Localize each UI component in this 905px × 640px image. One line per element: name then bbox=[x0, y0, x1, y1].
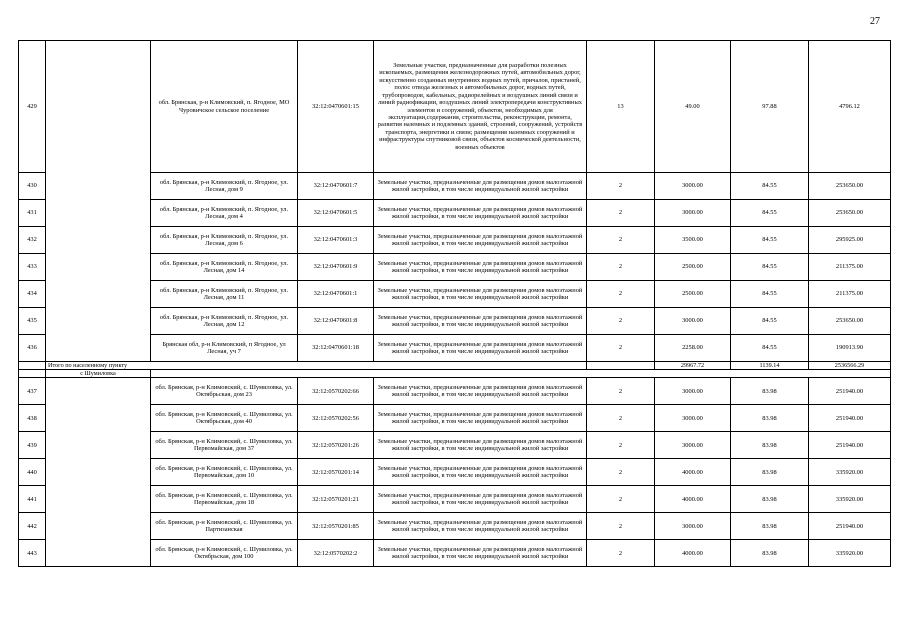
row-number: 431 bbox=[19, 200, 46, 227]
row-number: 429 bbox=[19, 41, 46, 173]
area-cell: 2500.00 bbox=[655, 254, 731, 281]
address-cell: обл. Брянская, р-н Климовский, п. Ягодное, ул. Лесная, дом 11 bbox=[151, 281, 298, 308]
subtotal-empty bbox=[19, 362, 46, 370]
cadastral-number: 32:12:0570201:85 bbox=[298, 513, 374, 540]
subtotal-empty bbox=[587, 362, 655, 370]
category-cell: 2 bbox=[587, 281, 655, 308]
price-cell: 84.55 bbox=[731, 200, 809, 227]
price-cell: 83.98 bbox=[731, 378, 809, 405]
total-cell: 251940.00 bbox=[809, 405, 891, 432]
category-cell: 2 bbox=[587, 335, 655, 362]
price-cell: 84.55 bbox=[731, 254, 809, 281]
category-cell: 2 bbox=[587, 432, 655, 459]
area-cell: 3000.00 bbox=[655, 405, 731, 432]
address-cell: обл. Брянская, р-н Климовский, п. Ягодное, МО Чуровичское сельское поселение bbox=[151, 41, 298, 173]
total-cell: 211375.00 bbox=[809, 254, 891, 281]
purpose-cell: Земельные участки, предназначенные для размещения домов малоэтажной жилой застройки, в том числе индивидуальной жилой застройки bbox=[374, 486, 587, 513]
row-number: 435 bbox=[19, 308, 46, 335]
purpose-cell: Земельные участки, предназначенные для размещения домов малоэтажной жилой застройки, в том числе индивидуальной жилой застройки bbox=[374, 200, 587, 227]
subtotal-area: 29967.72 bbox=[655, 362, 731, 370]
area-cell: 4000.00 bbox=[655, 540, 731, 567]
area-cell: 3000.00 bbox=[655, 513, 731, 540]
cadastral-number: 32:12:0570202:2 bbox=[298, 540, 374, 567]
purpose-cell: Земельные участки, предназначенные для размещения домов малоэтажной жилой застройки, в том числе индивидуальной жилой застройки bbox=[374, 459, 587, 486]
cadastral-number: 32:12:0470601:15 bbox=[298, 41, 374, 173]
row-number: 439 bbox=[19, 432, 46, 459]
cadastral-number: 32:12:0470601:7 bbox=[298, 173, 374, 200]
locality-name: с Шумиловка bbox=[46, 370, 151, 378]
purpose-cell: Земельные участки, предназначенные для размещения домов малоэтажной жилой застройки, в том числе индивидуальной жилой застройки bbox=[374, 335, 587, 362]
area-cell: 3000.00 bbox=[655, 378, 731, 405]
row-number: 443 bbox=[19, 540, 46, 567]
subtotal-label: Итого по населенному пункту bbox=[46, 362, 587, 370]
address-cell: обл. Брянская, р-н Климовский, с. Шумиловка, ул. Первомайская, дом 18 bbox=[151, 486, 298, 513]
cadastral-number: 32:12:0470601:3 bbox=[298, 227, 374, 254]
category-cell: 13 bbox=[587, 41, 655, 173]
category-cell: 2 bbox=[587, 227, 655, 254]
subtotal-row bbox=[19, 362, 891, 370]
price-cell: 83.98 bbox=[731, 432, 809, 459]
category-cell: 2 bbox=[587, 308, 655, 335]
total-cell: 211375.00 bbox=[809, 281, 891, 308]
total-cell: 251940.00 bbox=[809, 378, 891, 405]
total-cell: 253650.00 bbox=[809, 173, 891, 200]
price-cell: 83.98 bbox=[731, 540, 809, 567]
purpose-cell: Земельные участки, предназначенные для размещения домов малоэтажной жилой застройки, в том числе индивидуальной жилой застройки bbox=[374, 308, 587, 335]
address-cell: обл. Брянская, р-н Климовский, с. Шумиловка, ул. Октябрьская, дом 100 bbox=[151, 540, 298, 567]
purpose-cell: Земельные участки, предназначенные для размещения домов малоэтажной жилой застройки, в том числе индивидуальной жилой застройки bbox=[374, 405, 587, 432]
address-cell: обл. Брянская, р-н Климовский, п. Ягодное, ул. Лесная, дом 6 bbox=[151, 227, 298, 254]
address-cell: обл. Брянская, р-н Климовский, с. Шумиловка, ул. Октябрьская, дом 23 bbox=[151, 378, 298, 405]
total-cell: 253650.00 bbox=[809, 308, 891, 335]
category-cell: 2 bbox=[587, 254, 655, 281]
price-cell: 84.55 bbox=[731, 227, 809, 254]
area-cell: 4000.00 bbox=[655, 486, 731, 513]
address-cell: обл. Брянская, р-н Климовский, с. Шумиловка, ул. Первомайская, дом 10 bbox=[151, 459, 298, 486]
area-cell: 2258.00 bbox=[655, 335, 731, 362]
total-cell: 295925.00 bbox=[809, 227, 891, 254]
locality-header-empty bbox=[19, 370, 46, 378]
area-cell: 2500.00 bbox=[655, 281, 731, 308]
table-row bbox=[19, 41, 891, 173]
area-cell: 3500.00 bbox=[655, 227, 731, 254]
cadastral-number: 32:12:0570202:56 bbox=[298, 405, 374, 432]
category-cell: 2 bbox=[587, 459, 655, 486]
row-number: 437 bbox=[19, 378, 46, 405]
row-number: 436 bbox=[19, 335, 46, 362]
category-cell: 2 bbox=[587, 200, 655, 227]
category-cell: 2 bbox=[587, 378, 655, 405]
price-cell: 83.98 bbox=[731, 513, 809, 540]
area-cell: 49.00 bbox=[655, 41, 731, 173]
area-cell: 3000.00 bbox=[655, 432, 731, 459]
page-number: 27 bbox=[870, 16, 880, 27]
purpose-cell: Земельные участки, предназначенные для размещения домов малоэтажной жилой застройки, в том числе индивидуальной жилой застройки bbox=[374, 227, 587, 254]
category-cell: 2 bbox=[587, 540, 655, 567]
purpose-cell: Земельные участки, предназначенные для размещения домов малоэтажной жилой застройки, в том числе индивидуальной жилой застройки bbox=[374, 378, 587, 405]
total-cell: 335920.00 bbox=[809, 486, 891, 513]
address-cell: обл. Брянская, р-н Климовский, с. Шумиловка, ул. Партизанская bbox=[151, 513, 298, 540]
locality-header-row bbox=[19, 370, 891, 378]
cadastral-number: 32:12:0570202:66 bbox=[298, 378, 374, 405]
row-number: 433 bbox=[19, 254, 46, 281]
subtotal-price: 1139.14 bbox=[731, 362, 809, 370]
row-number: 438 bbox=[19, 405, 46, 432]
total-cell: 335920.00 bbox=[809, 540, 891, 567]
price-cell: 84.55 bbox=[731, 281, 809, 308]
cadastral-number: 32:12:0470601:1 bbox=[298, 281, 374, 308]
total-cell: 251940.00 bbox=[809, 513, 891, 540]
cadastral-number: 32:12:0570201:21 bbox=[298, 486, 374, 513]
row-number: 442 bbox=[19, 513, 46, 540]
price-cell: 97.88 bbox=[731, 41, 809, 173]
total-cell: 251940.00 bbox=[809, 432, 891, 459]
purpose-cell: Земельные участки, предназначенные для разработки полезных ископаемых, размещения железнодорожных путей, автомобильных дорог, искусственно созданных внутренних водных путей, причалов, пристаней, полос отвода железных и автомобильных дорог, водных путей, трубопроводов, кабельных, радиорелейных и воздушных линий связи и линий радиофикации, воздушных линий электропередачи конструктивных элементов и сооружений, объектов, необходимых для эксплуатации,содержания, строительства, реконструкции, ремонта, развития наземных и подземных зданий, строений, сооружений, устройств транспорта, энергетики и связи; размещения наземных сооружений и инфраструктуры спутниковой связи, объектов космической деятельности, военных объектов bbox=[374, 41, 587, 173]
address-cell: Брянская обл, р-н Климовский, п Ягодное, ул Лесная, уч 7 bbox=[151, 335, 298, 362]
price-cell: 84.55 bbox=[731, 335, 809, 362]
purpose-cell: Земельные участки, предназначенные для размещения домов малоэтажной жилой застройки, в том числе индивидуальной жилой застройки bbox=[374, 281, 587, 308]
locality-header-empty bbox=[151, 370, 891, 378]
category-cell: 2 bbox=[587, 405, 655, 432]
total-cell: 253650.00 bbox=[809, 200, 891, 227]
area-cell: 4000.00 bbox=[655, 459, 731, 486]
price-cell: 83.98 bbox=[731, 459, 809, 486]
total-cell: 4796.12 bbox=[809, 41, 891, 173]
cadastral-number: 32:12:0470601:5 bbox=[298, 200, 374, 227]
land-plots-table bbox=[18, 40, 891, 567]
cadastral-number: 32:12:0470601:9 bbox=[298, 254, 374, 281]
price-cell: 84.55 bbox=[731, 173, 809, 200]
price-cell: 84.55 bbox=[731, 308, 809, 335]
price-cell: 83.98 bbox=[731, 486, 809, 513]
cadastral-number: 32:12:0570201:14 bbox=[298, 459, 374, 486]
purpose-cell: Земельные участки, предназначенные для размещения домов малоэтажной жилой застройки, в том числе индивидуальной жилой застройки bbox=[374, 513, 587, 540]
row-number: 434 bbox=[19, 281, 46, 308]
row-number: 440 bbox=[19, 459, 46, 486]
price-cell: 83.98 bbox=[731, 405, 809, 432]
row-number: 432 bbox=[19, 227, 46, 254]
cadastral-number: 32:12:0570201:26 bbox=[298, 432, 374, 459]
address-cell: обл. Брянская, р-н Климовский, п. Ягодное, ул. Лесная, дом 12 bbox=[151, 308, 298, 335]
address-cell: обл. Брянская, р-н Климовский, п. Ягодное, ул. Лесная, дом 4 bbox=[151, 200, 298, 227]
area-cell: 3000.00 bbox=[655, 200, 731, 227]
total-cell: 190913.90 bbox=[809, 335, 891, 362]
address-cell: обл. Брянская, р-н Климовский, с. Шумиловка, ул. Первомайская, дом 37 bbox=[151, 432, 298, 459]
address-cell: обл. Брянская, р-н Климовский, п. Ягодное, ул. Лесная, дом 9 bbox=[151, 173, 298, 200]
row-number: 441 bbox=[19, 486, 46, 513]
category-cell: 2 bbox=[587, 486, 655, 513]
row-number: 430 bbox=[19, 173, 46, 200]
category-cell: 2 bbox=[587, 513, 655, 540]
purpose-cell: Земельные участки, предназначенные для размещения домов малоэтажной жилой застройки, в том числе индивидуальной жилой застройки bbox=[374, 173, 587, 200]
cadastral-number: 32:12:0470601:18 bbox=[298, 335, 374, 362]
area-cell: 3000.00 bbox=[655, 308, 731, 335]
total-cell: 335920.00 bbox=[809, 459, 891, 486]
locality-cell bbox=[46, 41, 151, 362]
category-cell: 2 bbox=[587, 173, 655, 200]
address-cell: обл. Брянская, р-н Климовский, п. Ягодное, ул. Лесная, дом 14 bbox=[151, 254, 298, 281]
purpose-cell: Земельные участки, предназначенные для размещения домов малоэтажной жилой застройки, в том числе индивидуальной жилой застройки bbox=[374, 254, 587, 281]
table-row bbox=[19, 378, 891, 405]
area-cell: 3000.00 bbox=[655, 173, 731, 200]
purpose-cell: Земельные участки, предназначенные для размещения домов малоэтажной жилой застройки, в том числе индивидуальной жилой застройки bbox=[374, 432, 587, 459]
cadastral-number: 32:12:0470601:8 bbox=[298, 308, 374, 335]
purpose-cell: Земельные участки, предназначенные для размещения домов малоэтажной жилой застройки, в том числе индивидуальной жилой застройки bbox=[374, 540, 587, 567]
address-cell: обл. Брянская, р-н Климовский, с. Шумиловка, ул. Октябрьская, дом 40 bbox=[151, 405, 298, 432]
locality-cell bbox=[46, 378, 151, 567]
subtotal-total: 2536566.29 bbox=[809, 362, 891, 370]
